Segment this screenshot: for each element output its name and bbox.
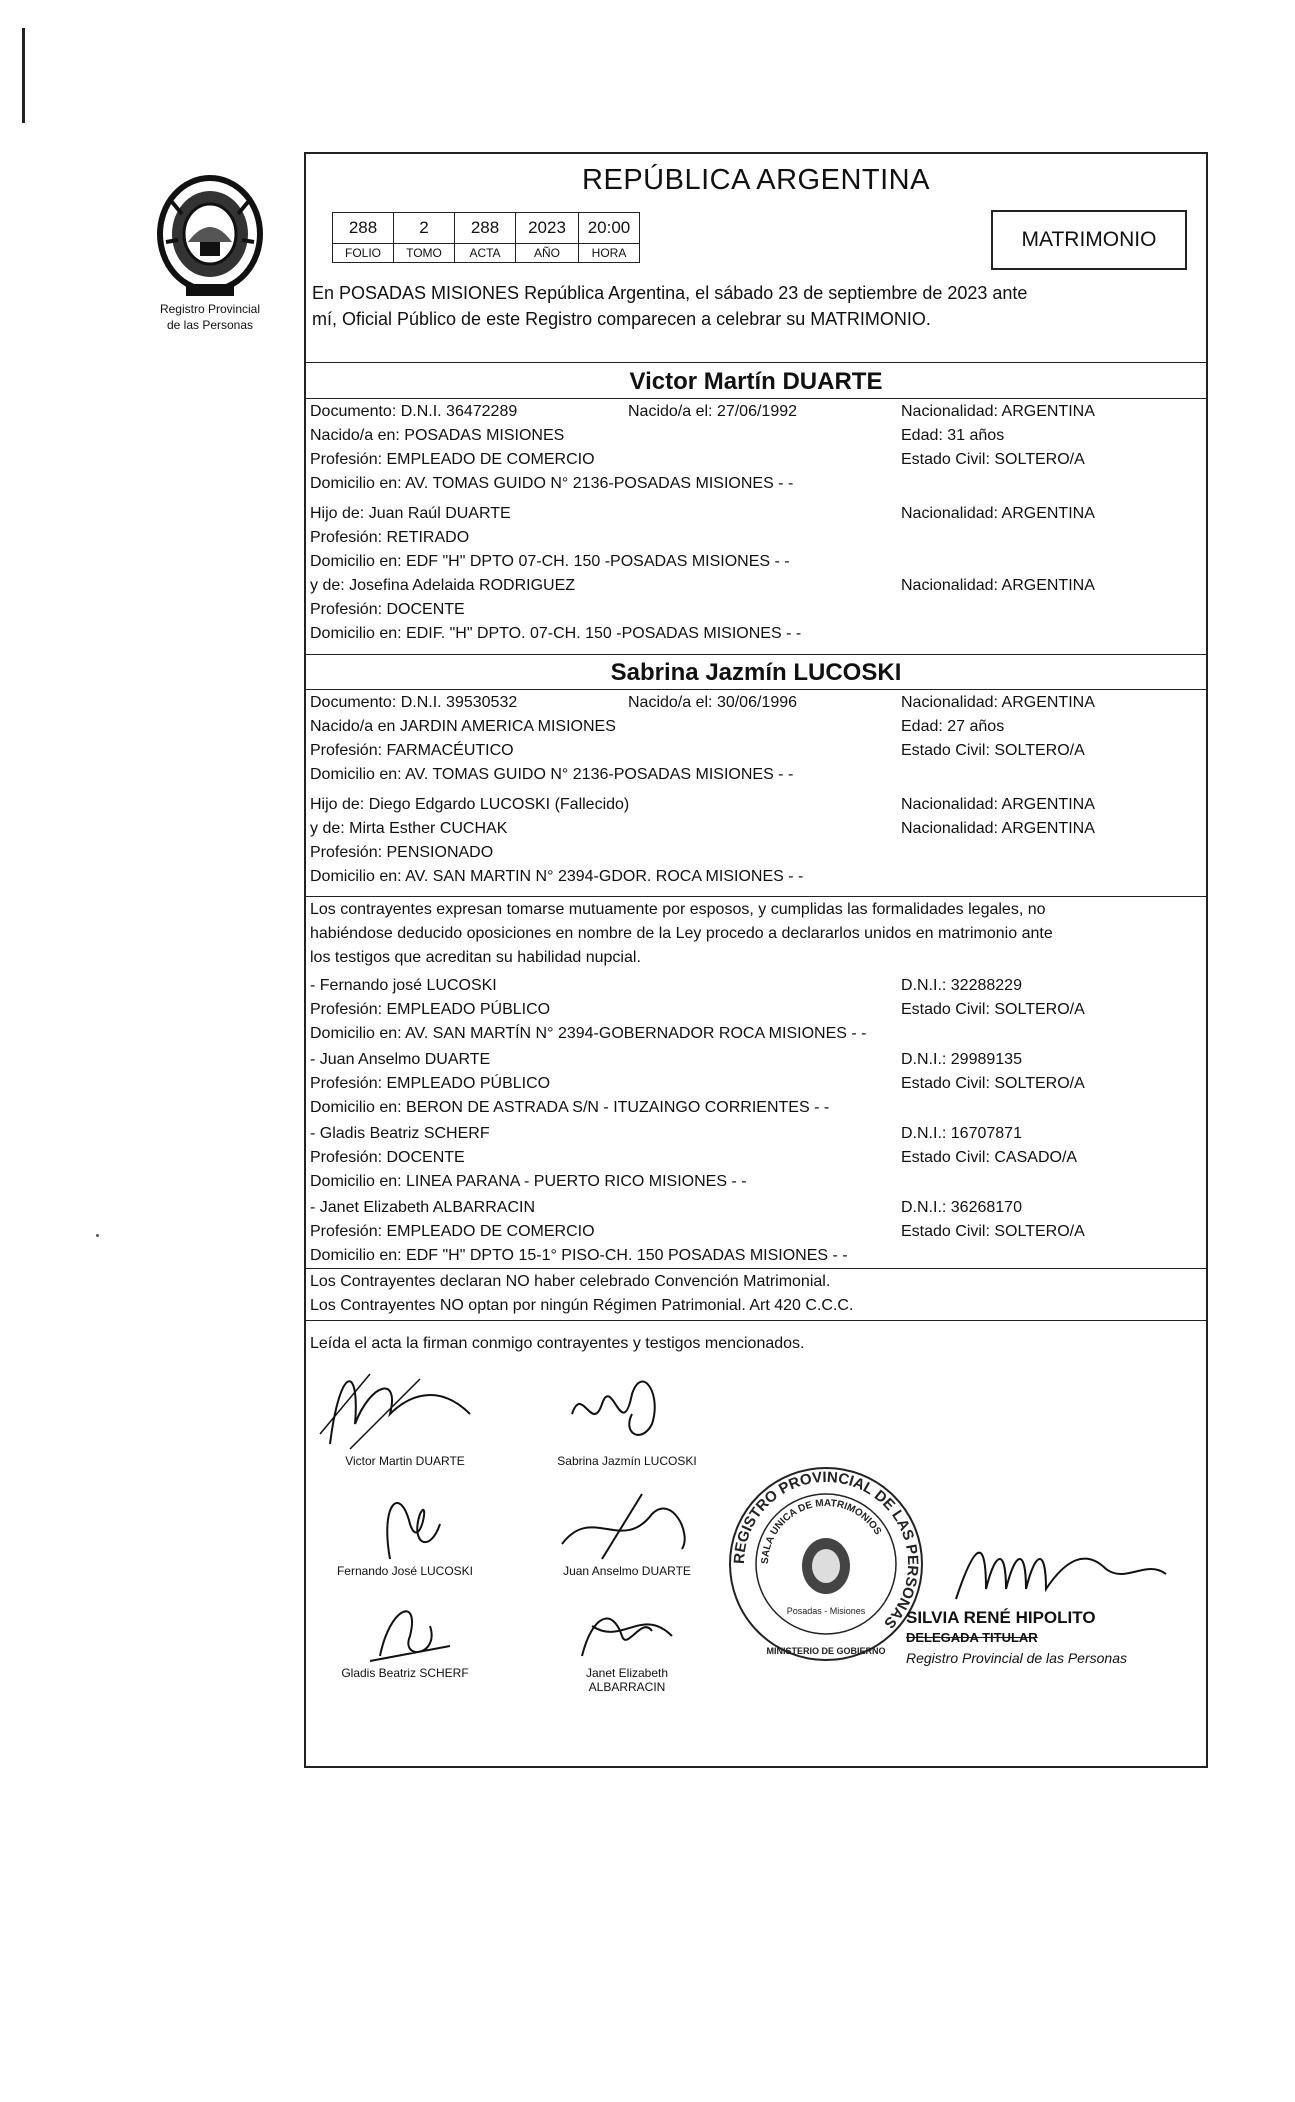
- official-title: DELEGADA TITULAR: [906, 1630, 1038, 1645]
- signature-spouse1-name: Victor Martin DUARTE: [345, 1454, 465, 1468]
- handwritten-signature-icon: [310, 1354, 500, 1454]
- signature-witness2: [532, 1484, 722, 1578]
- circular-seal-icon: [726, 1464, 926, 1664]
- spouse2-birthdate: Nacido/a el: 30/06/1996: [628, 694, 798, 711]
- spouse1-birthplace: Nacido/a en: POSADAS MISIONES: [310, 427, 565, 444]
- spouse1-father-profession: Profesión: RETIRADO: [310, 529, 470, 546]
- seal-city: Posadas - Misiones: [786, 1606, 866, 1616]
- witness-name: - Juan Anselmo DUARTE: [310, 1051, 491, 1068]
- official-block: [906, 1608, 1127, 1668]
- divider: [306, 1268, 1206, 1269]
- signature-witness1-name: Fernando José LUCOSKI: [336, 1564, 474, 1578]
- divider: [306, 689, 1206, 690]
- page-edge-mark: [22, 28, 25, 123]
- witness-dni: D.N.I.: 16707871: [901, 1125, 1022, 1142]
- spouse2-mother-profession: Profesión: PENSIONADO: [310, 844, 494, 861]
- spouse1-address: Domicilio en: AV. TOMAS GUIDO N° 2136-POSADAS MISIONES - -: [310, 475, 794, 492]
- spouse2-father-nationality: Nacionalidad: ARGENTINA: [901, 796, 1095, 813]
- hora-label: HORA: [579, 244, 640, 263]
- notes-paragraph: [310, 1270, 1204, 1318]
- spouse1-profession: Profesión: EMPLEADO DE COMERCIO: [310, 451, 595, 468]
- divider: [306, 654, 1206, 655]
- divider: [306, 896, 1206, 897]
- spouse2-profession: Profesión: FARMACÉUTICO: [310, 742, 514, 759]
- page-dot: [96, 1234, 99, 1237]
- spouse1-nationality: Nacionalidad: ARGENTINA: [901, 403, 1095, 420]
- spouse2-documento: Documento: D.N.I. 39530532: [310, 694, 518, 711]
- signature-spouse1: [310, 1354, 500, 1468]
- tomo-label: TOMO: [394, 244, 455, 263]
- spouse1-father-address: Domicilio en: EDF "H" DPTO 07-CH. 150 -POSADAS MISIONES - -: [310, 553, 790, 570]
- spouse2-nationality: Nacionalidad: ARGENTINA: [901, 694, 1095, 711]
- signature-witness4: [532, 1586, 722, 1694]
- signature-witness3: [310, 1586, 500, 1680]
- witness-address: Domicilio en: EDF "H" DPTO 15-1° PISO-CH. 150 POSADAS MISIONES - -: [310, 1247, 848, 1264]
- notes-line-3: Leída el acta la firman conmigo contrayentes y testigos mencionados.: [310, 1335, 805, 1352]
- logo-caption-1: Registro Provincial: [159, 302, 261, 316]
- notes-line-1: Los Contrayentes declaran NO haber celebrado Convención Matrimonial.: [310, 1273, 831, 1290]
- spouse1-documento: Documento: D.N.I. 36472289: [310, 403, 518, 420]
- spouse1-birthdate: Nacido/a el: 27/06/1992: [628, 403, 798, 420]
- witness-marital-status: Estado Civil: SOLTERO/A: [901, 1001, 1085, 1018]
- witness-name: - Janet Elizabeth ALBARRACIN: [310, 1199, 535, 1216]
- seal-ring-text: REGISTRO PROVINCIAL DE LAS PERSONAS: [730, 1468, 922, 1632]
- declaration-line-1: Los contrayentes expresan tomarse mutuamente por esposos, y cumplidas las formalidades legales, no: [310, 901, 1046, 918]
- spouse1-marital-status: Estado Civil: SOLTERO/A: [901, 451, 1085, 468]
- signature-witness3-name: Gladis Beatriz SCHERF: [341, 1666, 469, 1680]
- witnesses-list: [310, 974, 1202, 1268]
- divider: [306, 1320, 1206, 1321]
- divider: [306, 362, 1206, 363]
- logo-caption-2: de las Personas: [166, 318, 254, 332]
- signature-witness4-name-1: Janet Elizabeth: [585, 1666, 669, 1680]
- ano-label: AÑO: [516, 244, 579, 263]
- spouse2-mother-address: Domicilio en: AV. SAN MARTIN N° 2394-GDOR. ROCA MISIONES - -: [310, 868, 804, 885]
- official-signature: [946, 1529, 1186, 1609]
- acta-value: 288: [455, 213, 516, 244]
- witness-profession: Profesión: EMPLEADO DE COMERCIO: [310, 1223, 595, 1240]
- spouse2-details: [310, 691, 1202, 889]
- witness-marital-status: Estado Civil: CASADO/A: [901, 1149, 1078, 1166]
- witness-name: - Gladis Beatriz SCHERF: [310, 1125, 490, 1142]
- witness-name: - Fernando josé LUCOSKI: [310, 977, 497, 994]
- spouse1-name: Victor Martín DUARTE: [629, 368, 883, 395]
- witness-marital-status: Estado Civil: SOLTERO/A: [901, 1075, 1085, 1092]
- spouse1-father: Hijo de: Juan Raúl DUARTE: [310, 505, 511, 522]
- spouse1-mother-profession: Profesión: DOCENTE: [310, 601, 465, 618]
- spouse1-father-nationality: Nacionalidad: ARGENTINA: [901, 505, 1095, 522]
- handwritten-signature-icon: [532, 1586, 722, 1666]
- seal-inner-text: SALA UNICA DE MATRIMONIOS: [759, 1497, 884, 1565]
- signature-witness4-name-2: ALBARRACIN: [588, 1680, 666, 1694]
- tomo-value: 2: [394, 213, 455, 244]
- handwritten-signature-icon: [532, 1484, 722, 1564]
- provincial-seal-icon: [152, 172, 268, 300]
- registry-table: [332, 212, 640, 263]
- witness-dni: D.N.I.: 29989135: [901, 1051, 1022, 1068]
- intro-line-2: mí, Oficial Público de este Registro comparecen a celebrar su MATRIMONIO.: [312, 309, 931, 329]
- spouse2-birthplace: Nacido/a en JARDIN AMERICA MISIONES: [310, 718, 616, 735]
- signature-spouse2-name: Sabrina Jazmín LUCOSKI: [557, 1454, 697, 1468]
- spouse2-mother: y de: Mirta Esther CUCHAK: [310, 820, 508, 837]
- document-title: REPÚBLICA ARGENTINA: [582, 164, 930, 196]
- witness-marital-status: Estado Civil: SOLTERO/A: [901, 1223, 1085, 1240]
- intro-line-1: En POSADAS MISIONES República Argentina, el sábado 23 de septiembre de 2023 ante: [312, 283, 1028, 303]
- signature-witness1: [310, 1484, 500, 1578]
- handwritten-signature-icon: [532, 1354, 722, 1454]
- act-type-box: MATRIMONIO: [991, 210, 1187, 270]
- marriage-certificate: [304, 152, 1208, 1768]
- spouse1-mother-address: Domicilio en: EDIF. "H" DPTO. 07-CH. 150 -POSADAS MISIONES - -: [310, 625, 802, 642]
- intro-paragraph: [312, 280, 1204, 332]
- official-office: Registro Provincial de las Personas: [906, 1650, 1127, 1666]
- spouse1-age: Edad: 31 años: [901, 427, 1005, 444]
- hora-value: 20:00: [579, 213, 640, 244]
- witness-profession: Profesión: EMPLEADO PÚBLICO: [310, 1075, 551, 1092]
- official-name: SILVIA RENÉ HIPOLITO: [906, 1608, 1096, 1627]
- witness-address: Domicilio en: LINEA PARANA - PUERTO RICO MISIONES - -: [310, 1173, 747, 1190]
- witness-profession: Profesión: EMPLEADO PÚBLICO: [310, 1001, 551, 1018]
- ano-value: 2023: [516, 213, 579, 244]
- spouse1-mother-nationality: Nacionalidad: ARGENTINA: [901, 577, 1095, 594]
- handwritten-signature-icon: [310, 1484, 500, 1564]
- witness-profession: Profesión: DOCENTE: [310, 1149, 465, 1166]
- signature-witness2-name: Juan Anselmo DUARTE: [563, 1564, 691, 1578]
- folio-value: 288: [333, 213, 394, 244]
- spouse2-name: Sabrina Jazmín LUCOSKI: [610, 659, 902, 686]
- notes-line-2: Los Contrayentes NO optan por ningún Régimen Patrimonial. Art 420 C.C.C.: [310, 1297, 854, 1314]
- declaration-paragraph: [310, 898, 1204, 970]
- handwritten-signature-icon: [310, 1586, 500, 1666]
- witness-dni: D.N.I.: 36268170: [901, 1199, 1022, 1216]
- witness-address: Domicilio en: BERON DE ASTRADA S/N - ITUZAINGO CORRIENTES - -: [310, 1099, 830, 1116]
- spouse1-details: [310, 400, 1202, 646]
- acta-label: ACTA: [455, 244, 516, 263]
- seal-ministry: MINISTERIO DE GOBIERNO: [766, 1646, 886, 1656]
- divider: [306, 398, 1206, 399]
- registry-logo: [140, 172, 280, 332]
- official-seal: [726, 1464, 926, 1669]
- spouse2-age: Edad: 27 años: [901, 718, 1005, 735]
- spouse2-mother-nationality: Nacionalidad: ARGENTINA: [901, 820, 1095, 837]
- spouse2-address: Domicilio en: AV. TOMAS GUIDO N° 2136-POSADAS MISIONES - -: [310, 766, 794, 783]
- witness-dni: D.N.I.: 32288229: [901, 977, 1022, 994]
- spouse2-father: Hijo de: Diego Edgardo LUCOSKI (Fallecido): [310, 796, 630, 813]
- spouse2-marital-status: Estado Civil: SOLTERO/A: [901, 742, 1085, 759]
- folio-label: FOLIO: [333, 244, 394, 263]
- declaration-line-3: los testigos que acreditan su habilidad nupcial.: [310, 949, 641, 966]
- witness-address: Domicilio en: AV. SAN MARTÍN N° 2394-GOBERNADOR ROCA MISIONES - -: [310, 1025, 867, 1042]
- handwritten-signature-icon: [946, 1529, 1186, 1609]
- signature-spouse2: [532, 1354, 722, 1468]
- declaration-line-2: habiéndose deducido oposiciones en nombre de la Ley procedo a declararlos unidos en matrimonio ante: [310, 925, 1053, 942]
- spouse1-mother: y de: Josefina Adelaida RODRIGUEZ: [310, 577, 576, 594]
